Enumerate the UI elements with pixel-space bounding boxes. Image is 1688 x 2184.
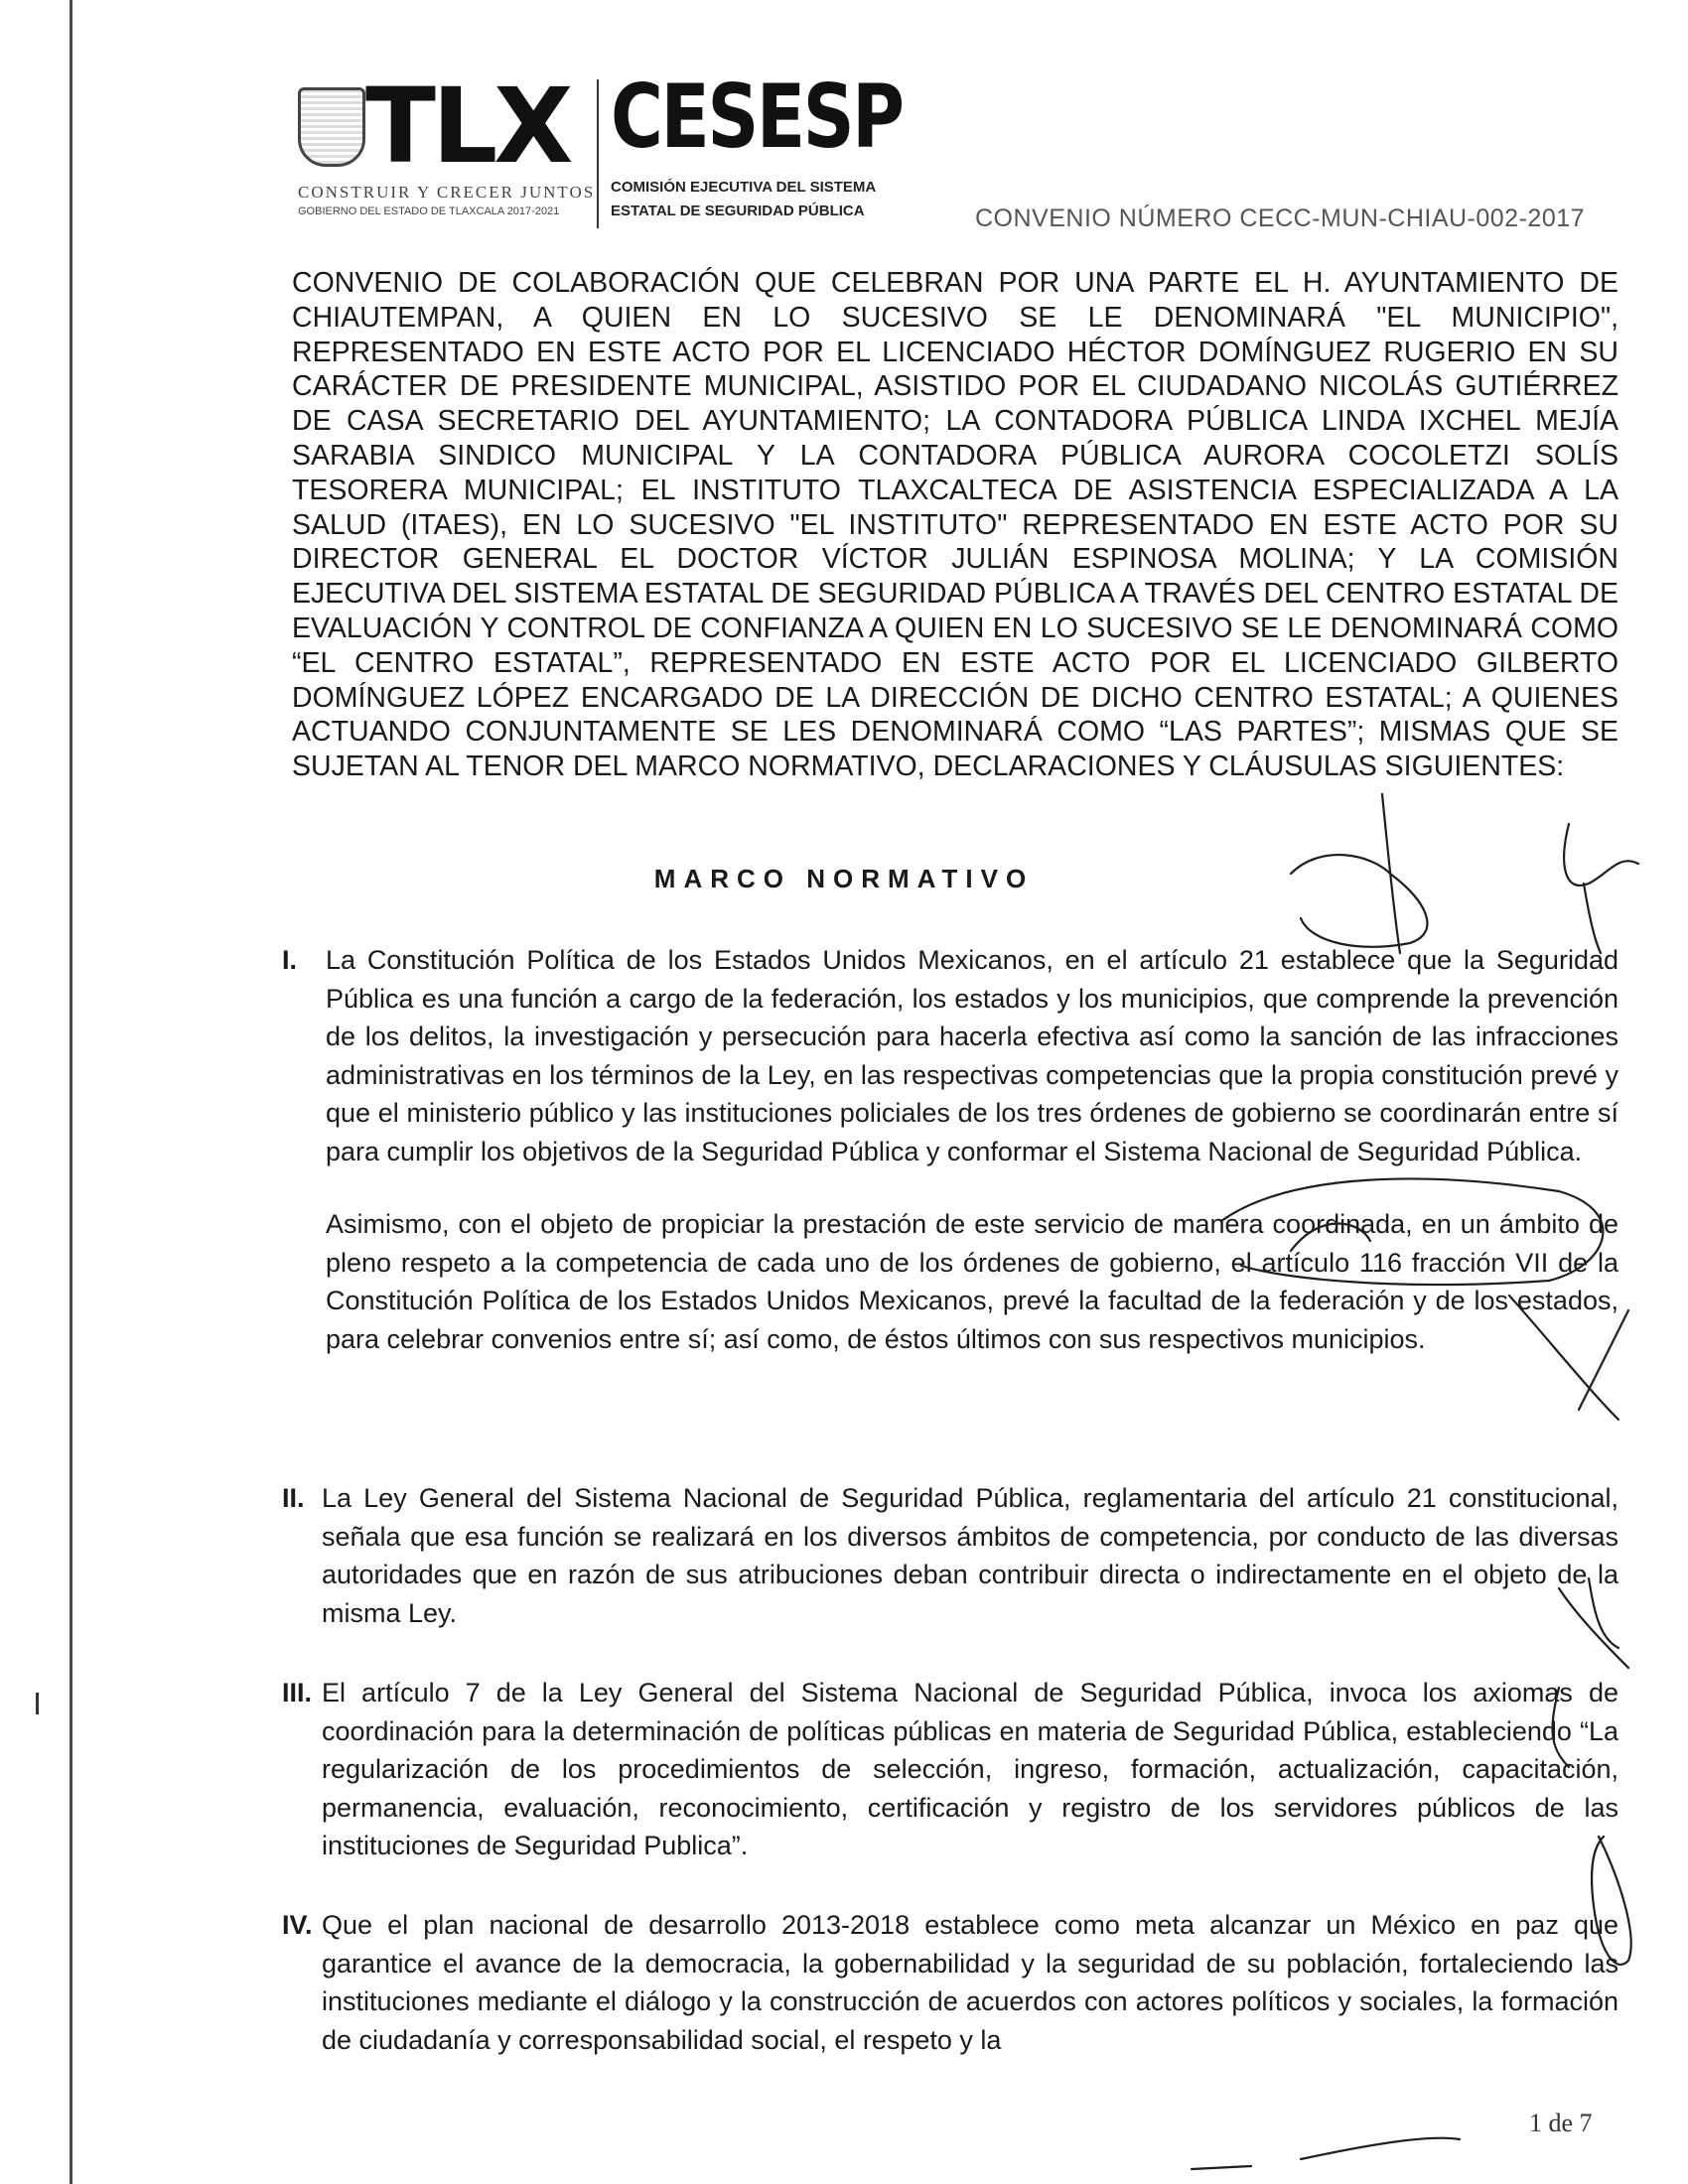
scan-edge-line xyxy=(70,0,72,2184)
page-number: 1 de 7 xyxy=(1529,2109,1593,2137)
convenio-number: CONVENIO NÚMERO CECC-MUN-CHIAU-002-2017 xyxy=(975,205,1586,232)
logo-divider xyxy=(597,79,599,228)
tlx-logo xyxy=(298,66,596,228)
item-number: IV. xyxy=(282,1910,313,1940)
normative-item-4 xyxy=(282,1906,1618,2059)
tlx-slogan: CONSTRUIR Y CRECER JUNTOS xyxy=(298,183,596,202)
tlx-government-line: GOBIERNO DEL ESTADO DE TLAXCALA 2017-2021 xyxy=(298,205,560,217)
state-shield-icon xyxy=(298,87,365,167)
signature-stroke xyxy=(1301,2138,1460,2159)
normative-item-1 xyxy=(282,941,1618,1358)
item-number: II. xyxy=(282,1483,305,1513)
item-paragraph: Asimismo, con el objeto de propiciar la prestación de este servicio de manera coordinada, en un ámbito de pleno respeto a la competencia de cada uno de los órdenes de gobierno, el artículo 116 fracción VII de la Constitución Política de los Estados Unidos Mexicanos, prevé la facultad de la federación y de los estados, para celebrar convenios entre sí; así como, de éstos últimos con sus respectivos municipios. xyxy=(326,1209,1618,1354)
item-number: I. xyxy=(282,945,298,975)
cesesp-subtitle-2: ESTATAL DE SEGURIDAD PÚBLICA xyxy=(611,203,865,219)
normative-item-2 xyxy=(282,1479,1618,1632)
normative-item-3 xyxy=(282,1674,1618,1865)
item-paragraph: La Ley General del Sistema Nacional de Seguridad Pública, reglamentaria del artículo 21 constitucional, señala que esa función se realizará en los diversos ámbitos de competencia, por conducto de las diversas autoridades que en razón de sus atribuciones deban contribuir directa o indirectamente en el objeto de la misma Ley. xyxy=(322,1483,1618,1628)
scan-mark xyxy=(36,1693,39,1714)
signature-stroke xyxy=(1192,2166,1251,2169)
section-title: MARCO NORMATIVO xyxy=(653,864,1035,893)
item-paragraph: Que el plan nacional de desarrollo 2013-2018 establece como meta alcanzar un México en paz que garantice el avance de la democracia, la gobernabilidad y la seguridad de su población, fortaleciendo las instituciones mediante el diálogo y la construcción de acuerdos con actores políticos y sociales, la formación de ciudadanía y corresponsabilidad social, el respeto y la xyxy=(322,1910,1618,2055)
item-paragraph: La Constitución Política de los Estados Unidos Mexicanos, en el artículo 21 establece que la Seguridad Pública es una función a cargo de la federación, los estados y los municipios, que comprende la prevención de los delitos, la investigación y persecución para hacerla efectiva así como la sanción de las infracciones administrativas en los términos de la Ley, en las respectivas competencias que la propia constitución prevé y que el ministerio público y las instituciones policiales de los tres órdenes de gobierno se coordinarán entre sí para cumplir los objetivos de la Seguridad Pública y conformar el Sistema Nacional de Seguridad Pública. xyxy=(326,945,1618,1166)
tlx-logo-text: TLX xyxy=(365,66,570,187)
intro-paragraph: CONVENIO DE COLABORACIÓN QUE CELEBRAN POR UNA PARTE EL H. AYUNTAMIENTO DE CHIAUTEMPAN, A QUIEN EN LO SUCESIVO SE LE DENOMINARÁ "EL MUNICIPIO", REPRESENTADO EN ESTE ACTO POR EL LICENCIADO HÉCTOR DOMÍNGUEZ RUGERIO EN SU CARÁCTER DE PRESIDENTE MUNICIPAL, ASISTIDO POR EL CIUDADANO NICOLÁS GUTIÉRREZ DE CASA SECRETARIO DEL AYUNTAMIENTO; LA CONTADORA PÚBLICA LINDA IXCHEL MEJÍA SARABIA SINDICO MUNICIPAL Y LA CONTADORA PÚBLICA AURORA COCOLETZI SOLÍS TESORERA MUNICIPAL; EL INSTITUTO TLAXCALTECA DE ASISTENCIA ESPECIALIZADA A LA SALUD (ITAES), EN LO SUCESIVO "EL INSTITUTO" REPRESENTADO EN ESTE ACTO POR SU DIRECTOR GENERAL EL DOCTOR VÍCTOR JULIÁN ESPINOSA MOLINA; Y LA COMISIÓN EJECUTIVA DEL SISTEMA ESTATAL DE SEGURIDAD PÚBLICA A TRAVÉS DEL CENTRO ESTATAL DE EVALUACIÓN Y CONTROL DE CONFIANZA A QUIEN EN LO SUCESIVO SE LE DENOMINARÁ COMO “EL CENTRO ESTATAL”, REPRESENTADO EN ESTE ACTO POR EL LICENCIADO GILBERTO DOMÍNGUEZ LÓPEZ ENCARGADO DE LA DIRECCIÓN DE DICHO CENTRO ESTATAL; A QUIENES ACTUANDO CONJUNTAMENTE SE LES DENOMINARÁ COMO “LAS PARTES”; MISMAS QUE SE SUJETAN AL TENOR DEL MARCO NORMATIVO, DECLARACIONES Y CLÁUSULAS SIGUIENTES: xyxy=(292,267,1618,783)
item-number: III. xyxy=(282,1678,313,1707)
cesesp-logo xyxy=(611,66,909,228)
item-paragraph: El artículo 7 de la Ley General del Sistema Nacional de Seguridad Pública, invoca los axiomas de coordinación para la determinación de políticas públicas en materia de Seguridad Pública, estableciendo “La regularización de los procedimientos de selección, ingreso, formación, actualización, capacitación, permanencia, evaluación, reconocimiento, certificación y registro de los servidores públicos de las instituciones de Seguridad Publica”. xyxy=(322,1678,1618,1860)
cesesp-logo-text: CESESP xyxy=(611,66,903,168)
cesesp-subtitle-1: COMISIÓN EJECUTIVA DEL SISTEMA xyxy=(611,179,877,196)
